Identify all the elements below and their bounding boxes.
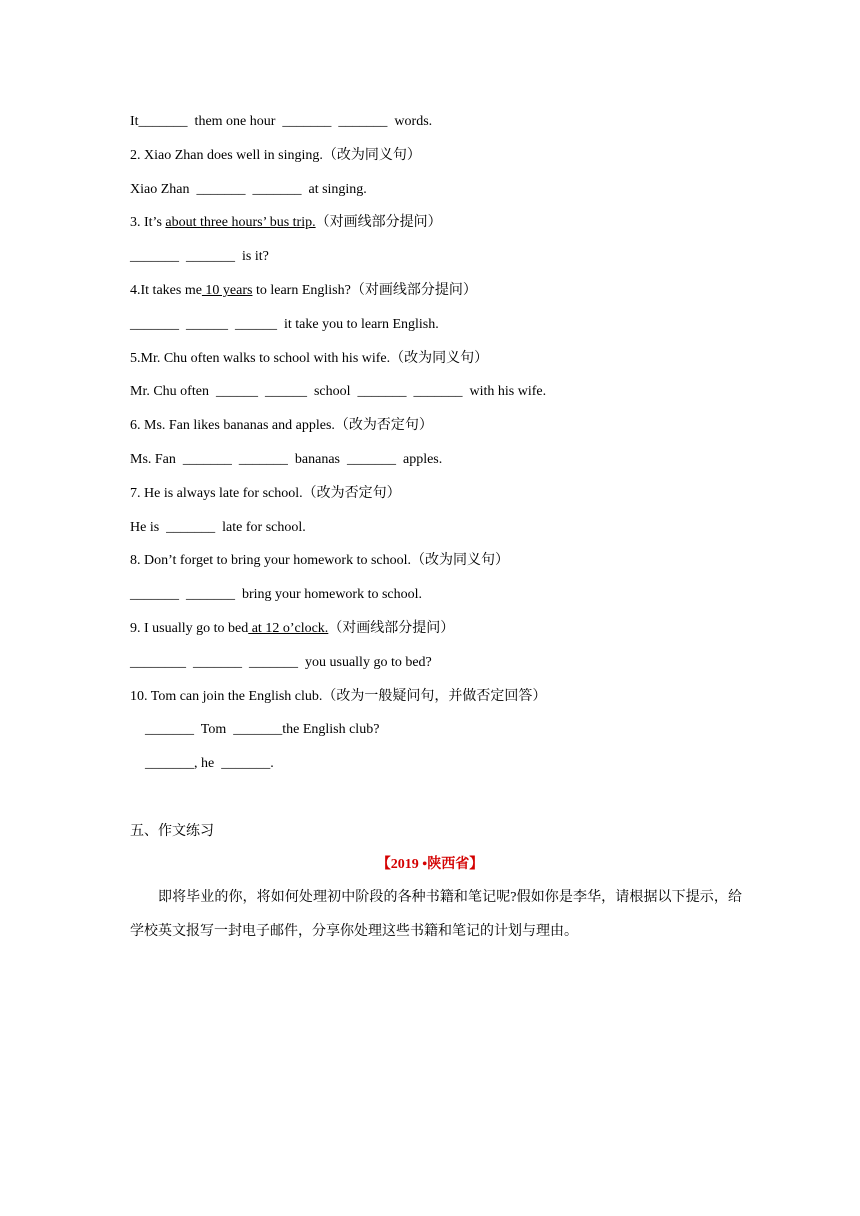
- line-text: 7. He is always late for school.（改为否定句）: [130, 486, 401, 501]
- line-text: _______, he _______.: [145, 756, 274, 771]
- answer-line: [130, 181, 367, 199]
- question-line: [130, 214, 442, 232]
- line-text: _______ _______ is it?: [130, 249, 269, 264]
- question-line: [130, 688, 546, 706]
- writing-prompt: 即将毕业的你，将如何处理初中阶段的各种书籍和笔记呢?假如你是李华，请根据以下提示，给学校英文报写一封电子邮件，分享你处理这些书籍和笔记的计划与理由。: [130, 890, 742, 939]
- line-text: 3. It’s: [130, 215, 166, 230]
- line-text: He is _______ late for school.: [130, 520, 306, 535]
- line-text: _______ Tom _______the English club?: [145, 722, 380, 737]
- answer-line: [145, 721, 379, 739]
- question-line: [130, 147, 421, 165]
- line-text: 2. Xiao Zhan does well in singing.（改为同义句）: [130, 148, 421, 163]
- line-text: （对画线部分提问）: [328, 621, 455, 636]
- line-text: _______ _______ bring your homework to school.: [130, 587, 423, 602]
- question-line: [130, 282, 477, 300]
- question-line: [130, 417, 433, 435]
- line-text: Ms. Fan _______ _______ bananas _______ apples.: [130, 452, 443, 467]
- line-text: 5.Mr. Chu often walks to school with his wife.（改为同义句）: [130, 351, 489, 366]
- line-text: 8. Don’t forget to bring your homework to school.（改为同义句）: [130, 553, 510, 568]
- line-text: 4.It takes me: [130, 283, 202, 298]
- underlined-text: at 12 o’clock.: [248, 621, 329, 636]
- underlined-text: 10 years: [201, 283, 253, 298]
- answer-line: [130, 586, 422, 604]
- answer-line: [130, 519, 306, 537]
- answer-line: [130, 383, 546, 401]
- line-text: ________ _______ _______ you usually go to bed?: [130, 655, 432, 670]
- answer-line: [130, 316, 439, 334]
- question-line: [130, 485, 401, 503]
- question-line: [130, 552, 509, 570]
- line-text: It_______ them one hour _______ _______ words.: [130, 114, 433, 129]
- question-line: [130, 350, 488, 368]
- line-text: （对画线部分提问）: [315, 215, 442, 230]
- answer-line: [130, 248, 269, 266]
- line-text: to learn English?（对画线部分提问）: [252, 283, 477, 298]
- source-heading: 【2019 •陕西省】: [376, 857, 484, 872]
- line-text: Xiao Zhan _______ _______ at singing.: [130, 182, 367, 197]
- underlined-text: about three hours’ bus trip.: [165, 215, 316, 230]
- question-line: [130, 620, 454, 638]
- line-text: 6. Ms. Fan likes bananas and apples.（改为否定句）: [130, 418, 433, 433]
- section-title: 五、作文练习: [130, 824, 214, 839]
- answer-line: [130, 113, 432, 131]
- answer-line: [130, 451, 442, 469]
- answer-line: [145, 755, 274, 773]
- line-text: 9. I usually go to bed: [130, 621, 249, 636]
- line-text: _______ ______ ______ it take you to learn English.: [130, 317, 439, 332]
- line-text: Mr. Chu often ______ ______ school _______ _______ with his wife.: [130, 384, 547, 399]
- line-text: 10. Tom can join the English club.（改为一般疑问句，并做否定回答）: [130, 689, 547, 704]
- answer-line: [130, 654, 432, 672]
